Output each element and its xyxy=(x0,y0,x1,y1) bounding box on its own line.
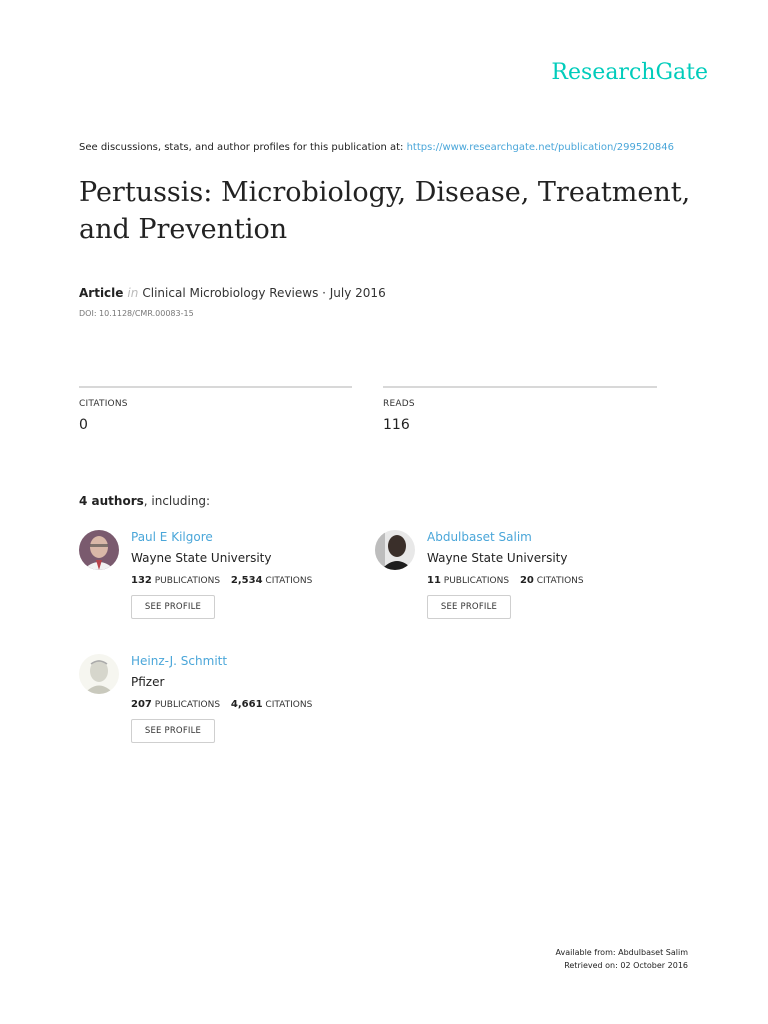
publications-count: 132 xyxy=(131,575,152,586)
author-card xyxy=(79,530,379,660)
footer xyxy=(556,946,689,972)
author-card xyxy=(375,530,675,660)
retrieved-on: Retrieved on: 02 October 2016 xyxy=(564,961,688,970)
author-affiliation: Wayne State University xyxy=(427,551,568,565)
author-card xyxy=(79,654,379,784)
authors-count: 4 authors xyxy=(79,494,144,508)
author-name[interactable]: Paul E Kilgore xyxy=(131,530,213,544)
publication-link[interactable]: https://www.researchgate.net/publication/299520846 xyxy=(406,142,675,153)
citations-label: CITATIONS xyxy=(265,576,313,586)
authors-heading xyxy=(79,494,210,508)
publication-meta xyxy=(79,286,386,300)
publications-label: PUBLICATIONS xyxy=(154,576,221,586)
reads-value: 116 xyxy=(383,417,410,433)
publications-label: PUBLICATIONS xyxy=(443,576,510,586)
journal-date: Clinical Microbiology Reviews · July 2016 xyxy=(142,286,386,300)
in-label: in xyxy=(127,286,139,300)
intro-line xyxy=(79,142,674,153)
intro-text: See discussions, stats, and author profiles for this publication at: xyxy=(79,142,404,153)
citations-value: 0 xyxy=(79,417,88,433)
author-affiliation: Wayne State University xyxy=(131,551,272,565)
author-name[interactable]: Abdulbaset Salim xyxy=(427,530,532,544)
authors-heading-rest: , including: xyxy=(143,494,211,508)
author-affiliation: Pfizer xyxy=(131,675,165,689)
author-name[interactable]: Heinz-J. Schmitt xyxy=(131,654,228,668)
citations-label: CITATIONS xyxy=(265,700,313,710)
reads-label: READS xyxy=(383,399,415,409)
available-from: Available from: Abdulbaset Salim xyxy=(555,948,688,957)
author-avatar[interactable] xyxy=(79,654,119,694)
citations-count: 20 xyxy=(519,575,534,586)
publications-label: PUBLICATIONS xyxy=(154,700,221,710)
see-profile-button[interactable]: SEE PROFILE xyxy=(131,595,215,619)
researchgate-logo[interactable]: ResearchGate xyxy=(551,60,708,85)
doi: DOI: 10.1128/CMR.00083-15 xyxy=(79,309,194,318)
author-stats xyxy=(427,575,584,586)
reads-stat xyxy=(383,386,657,433)
author-avatar[interactable] xyxy=(375,530,415,570)
author-stats xyxy=(131,575,312,586)
see-profile-button[interactable]: SEE PROFILE xyxy=(427,595,511,619)
citations-label: CITATIONS xyxy=(536,576,584,586)
citations-stat xyxy=(79,386,352,433)
publications-count: 207 xyxy=(131,699,152,710)
author-avatar[interactable] xyxy=(79,530,119,570)
citations-count: 4,661 xyxy=(230,699,263,710)
citations-label: CITATIONS xyxy=(79,399,128,409)
author-stats xyxy=(131,699,312,710)
citations-count: 2,534 xyxy=(230,575,263,586)
publications-count: 11 xyxy=(427,575,441,586)
see-profile-button[interactable]: SEE PROFILE xyxy=(131,719,215,743)
publication-type: Article xyxy=(79,286,124,300)
publication-title: Pertussis: Microbiology, Disease, Treatment, and Prevention xyxy=(79,177,691,245)
